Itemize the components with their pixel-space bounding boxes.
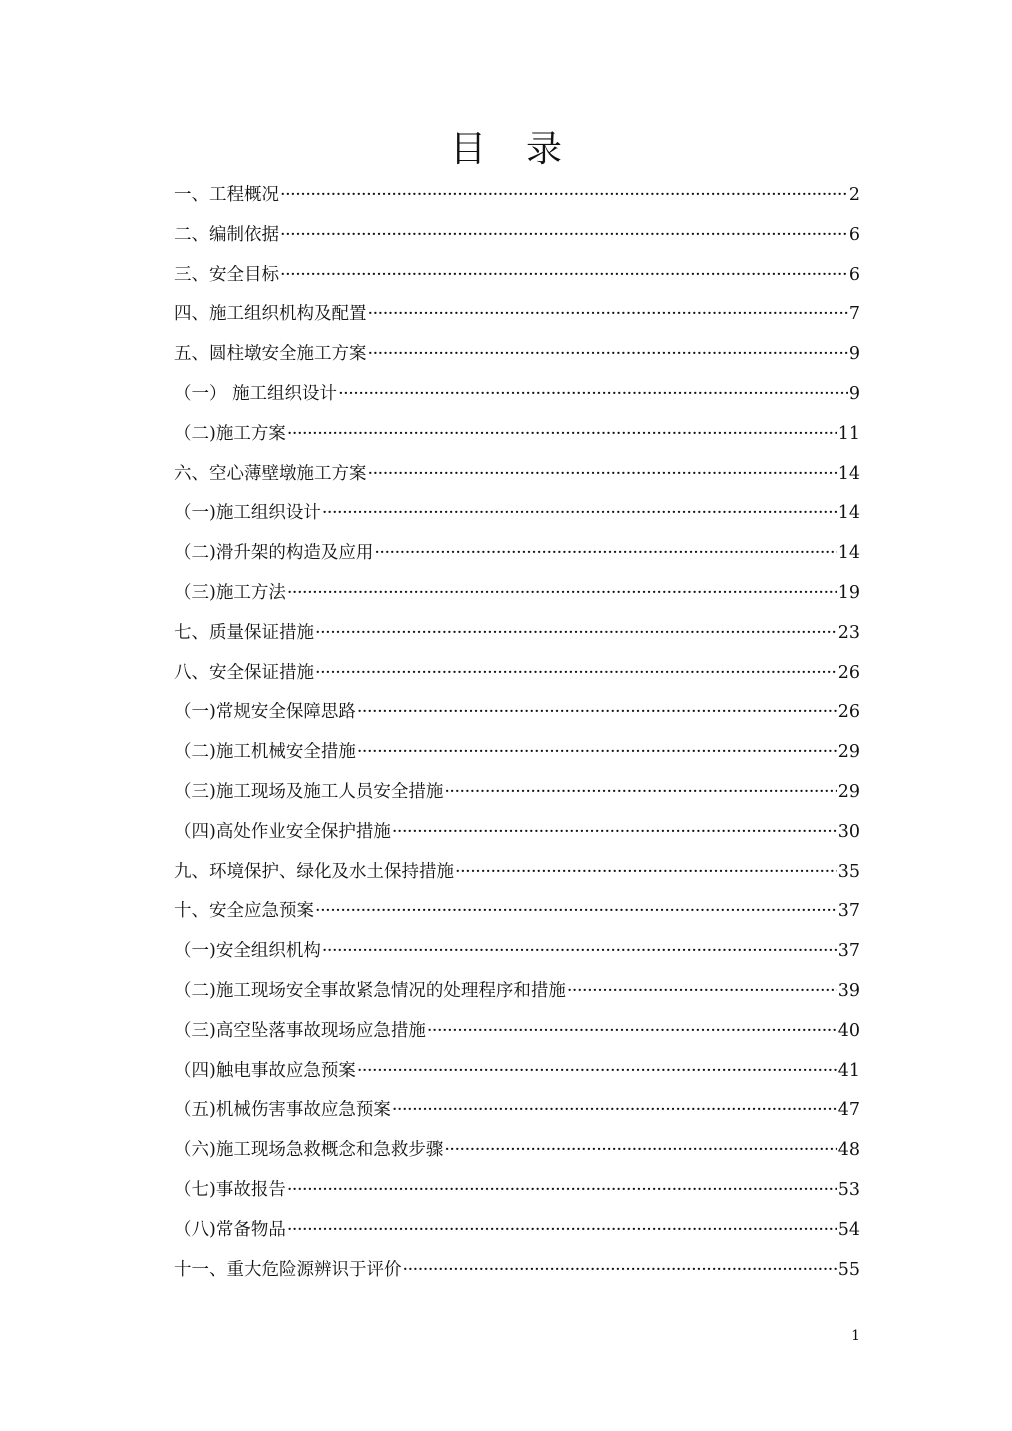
toc-entry[interactable] [174, 415, 860, 455]
toc-entry-page: 41 [837, 1060, 860, 1081]
toc-leader-dots [287, 1211, 837, 1251]
toc-entry[interactable] [174, 654, 860, 694]
toc-entry-label: （四)触电事故应急预案 [174, 1060, 356, 1081]
toc-entry-label: （一)施工组织设计 [174, 503, 321, 524]
toc-entry[interactable] [174, 216, 860, 256]
toc-entry[interactable] [174, 733, 860, 773]
toc-leader-dots [357, 733, 837, 773]
toc-entry-page: 11 [837, 423, 860, 444]
toc-entry-label: （四)高处作业安全保护措施 [174, 821, 391, 842]
toc-entry-page: 55 [837, 1259, 860, 1280]
toc-leader-dots [280, 216, 848, 256]
toc-entry-label: （一)常规安全保障思路 [174, 702, 356, 723]
toc-entry[interactable] [174, 256, 860, 296]
toc-entry-page: 6 [848, 224, 860, 245]
toc-leader-dots [357, 1052, 837, 1092]
table-of-contents [174, 176, 860, 1290]
toc-entry[interactable] [174, 813, 860, 853]
toc-leader-dots [357, 693, 837, 733]
toc-entry-page: 19 [837, 582, 860, 603]
page-title-char: 目 [449, 129, 486, 170]
toc-entry-label: 二、编制依据 [174, 224, 279, 245]
page-number: 1 [851, 1328, 860, 1344]
toc-entry-label: 四、施工组织机构及配置 [174, 304, 367, 325]
toc-entry-label: （一)安全组织机构 [174, 941, 321, 962]
toc-entry[interactable] [174, 932, 860, 972]
toc-leader-dots [368, 455, 837, 495]
toc-entry-label: 五、圆柱墩安全施工方案 [174, 344, 367, 365]
toc-entry[interactable] [174, 972, 860, 1012]
toc-entry-label: （八)常备物品 [174, 1219, 286, 1240]
toc-leader-dots [444, 1131, 836, 1171]
toc-entry[interactable] [174, 892, 860, 932]
toc-entry-label: 七、质量保证措施 [174, 622, 314, 643]
toc-entry[interactable] [174, 295, 860, 335]
toc-leader-dots [455, 853, 837, 893]
toc-entry-page: 35 [837, 861, 860, 882]
toc-leader-dots [287, 574, 837, 614]
toc-leader-dots [392, 1091, 837, 1131]
toc-entry-label: 八、安全保证措施 [174, 662, 314, 683]
toc-entry-page: 54 [837, 1219, 860, 1240]
toc-entry-label: （三)施工方法 [174, 582, 286, 603]
toc-leader-dots [444, 773, 836, 813]
page-title-char: 录 [526, 129, 563, 170]
toc-leader-dots [322, 932, 837, 972]
toc-entry-page: 14 [837, 463, 860, 484]
toc-leader-dots [427, 1012, 837, 1052]
toc-entry-page: 23 [837, 622, 860, 643]
toc-entry[interactable] [174, 375, 860, 415]
toc-entry[interactable] [174, 773, 860, 813]
toc-entry-page: 37 [837, 901, 860, 922]
toc-leader-dots [567, 972, 837, 1012]
toc-entry-label: 六、空心薄壁墩施工方案 [174, 463, 367, 484]
toc-entry[interactable] [174, 455, 860, 495]
toc-entry[interactable] [174, 1091, 860, 1131]
toc-entry[interactable] [174, 494, 860, 534]
toc-entry-page: 9 [848, 383, 860, 404]
toc-leader-dots [287, 1171, 837, 1211]
toc-entry[interactable] [174, 1052, 860, 1092]
toc-entry-page: 37 [837, 941, 860, 962]
toc-entry-page: 47 [837, 1100, 860, 1121]
toc-entry[interactable] [174, 574, 860, 614]
toc-entry-label: （三)施工现场及施工人员安全措施 [174, 781, 444, 802]
toc-entry[interactable] [174, 1171, 860, 1211]
toc-leader-dots [315, 654, 837, 694]
toc-entry-page: 40 [837, 1020, 860, 1041]
toc-entry-label: 十一、重大危险源辨识于评价 [174, 1259, 402, 1280]
toc-entry-page: 14 [837, 503, 860, 524]
toc-entry-label: （三)高空坠落事故现场应急措施 [174, 1020, 426, 1041]
toc-entry-page: 2 [848, 185, 860, 205]
toc-entry[interactable] [174, 534, 860, 574]
toc-entry[interactable] [174, 1251, 860, 1291]
toc-leader-dots [374, 534, 836, 574]
toc-entry-page: 48 [837, 1140, 860, 1161]
toc-leader-dots [368, 335, 848, 375]
toc-entry-label: 十、安全应急预案 [174, 901, 314, 922]
toc-entry-label: 一、工程概况 [174, 185, 279, 205]
toc-entry[interactable] [174, 693, 860, 733]
toc-leader-dots [392, 813, 837, 853]
toc-leader-dots [287, 415, 837, 455]
toc-entry-label: 九、环境保护、绿化及水土保持措施 [174, 861, 454, 882]
toc-leader-dots [280, 256, 848, 296]
toc-entry-label: （二)施工方案 [174, 423, 286, 444]
toc-entry[interactable] [174, 614, 860, 654]
toc-entry-page: 29 [837, 781, 860, 802]
toc-leader-dots [322, 494, 837, 534]
toc-entry-label: （七)事故报告 [174, 1179, 286, 1200]
toc-entry-label: 三、安全目标 [174, 264, 279, 285]
toc-leader-dots [315, 892, 837, 932]
toc-entry-page: 26 [837, 702, 860, 723]
toc-leader-dots [368, 295, 848, 335]
toc-leader-dots [315, 614, 837, 654]
toc-entry-page: 53 [837, 1179, 860, 1200]
toc-entry[interactable] [174, 1211, 860, 1251]
toc-entry-page: 39 [837, 980, 860, 1001]
toc-entry-label: （五)机械伤害事故应急预案 [174, 1100, 391, 1121]
page-title [0, 122, 1012, 178]
toc-entry[interactable] [174, 853, 860, 893]
toc-entry[interactable] [174, 1131, 860, 1171]
toc-entry[interactable] [174, 1012, 860, 1052]
toc-entry-page: 30 [837, 821, 860, 842]
toc-entry-page: 7 [848, 304, 860, 325]
toc-entry-label: （一） 施工组织设计 [174, 383, 338, 404]
toc-leader-dots [403, 1251, 837, 1291]
toc-entry-label: （六)施工现场急救概念和急救步骤 [174, 1140, 444, 1161]
toc-entry-label: （二)施工现场安全事故紧急情况的处理程序和措施 [174, 980, 566, 1001]
toc-entry[interactable] [174, 176, 860, 216]
toc-entry-page: 6 [848, 264, 860, 285]
toc-entry[interactable] [174, 335, 860, 375]
toc-leader-dots [280, 176, 848, 216]
toc-entry-label: （二)滑升架的构造及应用 [174, 543, 374, 564]
toc-entry-page: 29 [837, 742, 860, 763]
toc-entry-page: 9 [848, 344, 860, 365]
toc-entry-label: （二)施工机械安全措施 [174, 742, 356, 763]
toc-leader-dots [338, 375, 848, 415]
toc-entry-page: 26 [837, 662, 860, 683]
toc-entry-page: 14 [837, 543, 860, 564]
